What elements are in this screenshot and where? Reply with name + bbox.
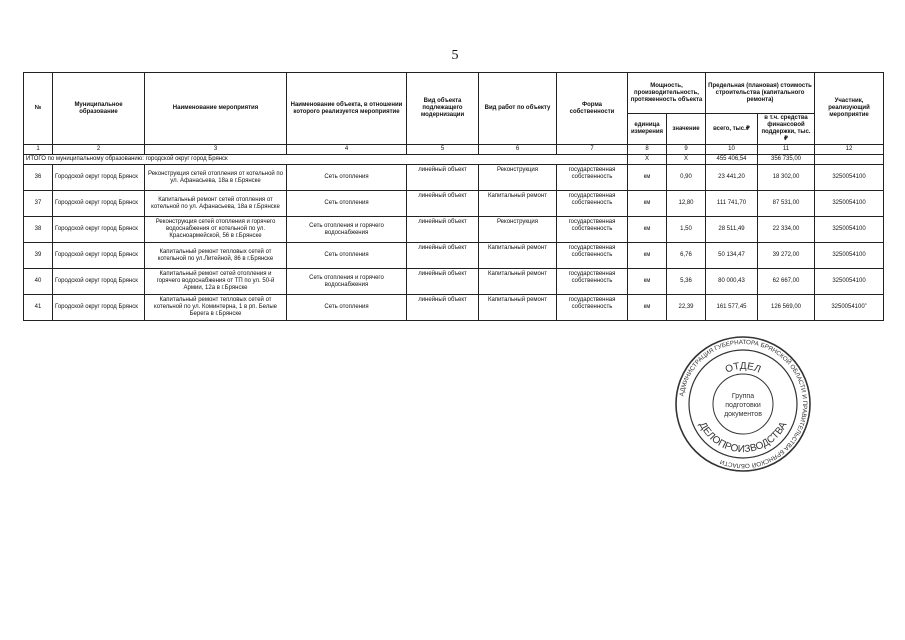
table-row: [24, 191, 884, 217]
row-unit: км: [628, 217, 667, 243]
row-object-type: линейный объект: [407, 269, 479, 295]
column-number: 1: [24, 145, 53, 155]
row-participant: 3250054100”: [815, 295, 884, 321]
row-number: 41: [24, 295, 53, 321]
row-event: Реконструкция сетей отопления и горячего водоснабжения от котельной по ул. Красноармейской, 56 в г.Брянске: [145, 217, 287, 243]
department-stamp: [673, 336, 813, 472]
stamp-dept-top: ОТДЕЛ: [723, 360, 763, 376]
header-object-type: Вид объекта подлежащего модернизации: [407, 73, 479, 145]
total-value: X: [667, 155, 706, 165]
row-object-type: линейный объект: [407, 295, 479, 321]
header-capacity: Мощность, производительность, протяженность объекта: [628, 73, 706, 114]
total-participant: [815, 155, 884, 165]
row-support: 18 302,00: [758, 165, 815, 191]
column-number: 5: [407, 145, 479, 155]
row-support: 62 667,00: [758, 269, 815, 295]
header-support: в т.ч. средства финансовой поддержки, тыс. ₽: [758, 114, 815, 145]
row-number: 40: [24, 269, 53, 295]
program-table: [23, 72, 884, 321]
row-value: 5,36: [667, 269, 706, 295]
column-number: 4: [287, 145, 407, 155]
row-participant: 3250054100: [815, 191, 884, 217]
row-unit: км: [628, 243, 667, 269]
stamp-center-line: подготовки: [725, 402, 761, 409]
row-work-type: Капитальный ремонт: [479, 269, 557, 295]
row-unit: км: [628, 295, 667, 321]
header-object: Наименование объекта, в отношении которого реализуется мероприятие: [287, 73, 407, 145]
data-rows: [24, 165, 884, 321]
header-participant: Участник, реализующий мероприятие: [815, 73, 884, 145]
row-number: 38: [24, 217, 53, 243]
table-row: [24, 269, 884, 295]
column-number: 11: [758, 145, 815, 155]
row-object: Сеть отопления и горячего водоснабжения: [287, 217, 407, 243]
row-ownership: государственная собственность: [557, 295, 628, 321]
row-municipality: Городской округ город Брянск: [53, 243, 145, 269]
table-row: [24, 295, 884, 321]
column-number: 12: [815, 145, 884, 155]
column-number: 7: [557, 145, 628, 155]
row-participant: 3250054100: [815, 243, 884, 269]
table-row: [24, 243, 884, 269]
row-work-type: Капитальный ремонт: [479, 295, 557, 321]
header-total-cost: всего, тыс.₽: [706, 114, 758, 145]
row-municipality: Городской округ город Брянск: [53, 217, 145, 243]
row-value: 1,50: [667, 217, 706, 243]
row-municipality: Городской округ город Брянск: [53, 269, 145, 295]
stamp-center-line: документов: [724, 411, 762, 418]
row-ownership: государственная собственность: [557, 191, 628, 217]
row-support: 126 569,00: [758, 295, 815, 321]
page-number: 5: [451, 48, 459, 63]
stamp-dept-bottom: ДЕЛОПРОИЗВОДСТВА: [696, 420, 790, 456]
row-support: 39 272,00: [758, 243, 815, 269]
column-number: 8: [628, 145, 667, 155]
header-row: [24, 73, 884, 114]
row-total-cost: 23 441,20: [706, 165, 758, 191]
row-ownership: государственная собственность: [557, 217, 628, 243]
row-total-cost: 28 511,49: [706, 217, 758, 243]
row-ownership: государственная собственность: [557, 269, 628, 295]
row-event: Капитальный ремонт тепловых сетей от котельной по ул.Литейной, 86 в г.Брянске: [145, 243, 287, 269]
row-work-type: Капитальный ремонт: [479, 243, 557, 269]
row-number: 37: [24, 191, 53, 217]
header-cost: Предельная (плановая) стоимость строительства (капитального ремонта): [706, 73, 815, 114]
total-row: [24, 155, 884, 165]
header-value: значение: [667, 114, 706, 145]
total-cost: 455 406,54: [706, 155, 758, 165]
row-number: 36: [24, 165, 53, 191]
row-unit: км: [628, 191, 667, 217]
row-unit: км: [628, 165, 667, 191]
row-ownership: государственная собственность: [557, 243, 628, 269]
header-event: Наименование мероприятия: [145, 73, 287, 145]
row-object: Сеть отопления: [287, 191, 407, 217]
column-number-row: [24, 145, 884, 155]
row-event: Капитальный ремонт сетей отопления и горячего водоснабжения от ТП по ул. 50-й Армии, 12а в г.Брянске: [145, 269, 287, 295]
row-total-cost: 80 000,43: [706, 269, 758, 295]
row-municipality: Городской округ город Брянск: [53, 191, 145, 217]
table-row: [24, 217, 884, 243]
row-municipality: Городской округ город Брянск: [53, 295, 145, 321]
row-municipality: Городской округ город Брянск: [53, 165, 145, 191]
stamp-center-line: Группа: [731, 393, 755, 400]
row-support: 22 334,00: [758, 217, 815, 243]
row-object-type: линейный объект: [407, 165, 479, 191]
total-support: 356 735,00: [758, 155, 815, 165]
row-participant: 3250054100: [815, 217, 884, 243]
row-total-cost: 50 134,47: [706, 243, 758, 269]
row-value: 22,39: [667, 295, 706, 321]
row-value: 6,76: [667, 243, 706, 269]
row-object-type: линейный объект: [407, 243, 479, 269]
total-unit: X: [628, 155, 667, 165]
column-number: 10: [706, 145, 758, 155]
row-unit: км: [628, 269, 667, 295]
row-object: Сеть отопления: [287, 243, 407, 269]
column-number: 6: [479, 145, 557, 155]
row-event: Реконструкция сетей отопления от котельной по ул. Афанасьева, 18а в г.Брянске: [145, 165, 287, 191]
row-total-cost: 111 741,70: [706, 191, 758, 217]
row-value: 12,80: [667, 191, 706, 217]
column-number: 2: [53, 145, 145, 155]
row-work-type: Реконструкция: [479, 165, 557, 191]
row-object-type: линейный объект: [407, 217, 479, 243]
row-event: Капитальный ремонт тепловых сетей от котельной по ул. Коминтерна, 1 в рп. Белые Берега в г.Брянске: [145, 295, 287, 321]
row-object-type: линейный объект: [407, 191, 479, 217]
stamp-ring-text: АДМИНИСТРАЦИЯ ГУБЕРНАТОРА БРЯНСКОЙ ОБЛАСТИ И ПРАВИТЕЛЬСТВА БРЯНСКОЙ ОБЛАСТИ: [678, 338, 809, 470]
row-total-cost: 161 577,45: [706, 295, 758, 321]
row-object: Сеть отопления и горячего водоснабжения: [287, 269, 407, 295]
row-support: 87 531,00: [758, 191, 815, 217]
row-value: 0,90: [667, 165, 706, 191]
row-object: Сеть отопления: [287, 295, 407, 321]
row-work-type: Капитальный ремонт: [479, 191, 557, 217]
header-municipality: Муниципальное образование: [53, 73, 145, 145]
column-number: 9: [667, 145, 706, 155]
header-num: №: [24, 73, 53, 145]
row-participant: 3250054100: [815, 165, 884, 191]
header-work-type: Вид работ по объекту: [479, 73, 557, 145]
header-ownership: Форма собственности: [557, 73, 628, 145]
table-row: [24, 165, 884, 191]
total-label: ИТОГО по муниципальному образованию: городской округ город Брянск: [24, 155, 628, 165]
row-object: Сеть отопления: [287, 165, 407, 191]
row-number: 39: [24, 243, 53, 269]
header-unit: единица измерения: [628, 114, 667, 145]
row-ownership: государственная собственность: [557, 165, 628, 191]
row-event: Капитальный ремонт сетей отопления от котельной по ул. Афанасьева, 18а в г.Брянске: [145, 191, 287, 217]
column-number: 3: [145, 145, 287, 155]
row-work-type: Реконструкция: [479, 217, 557, 243]
row-participant: 3250054100: [815, 269, 884, 295]
